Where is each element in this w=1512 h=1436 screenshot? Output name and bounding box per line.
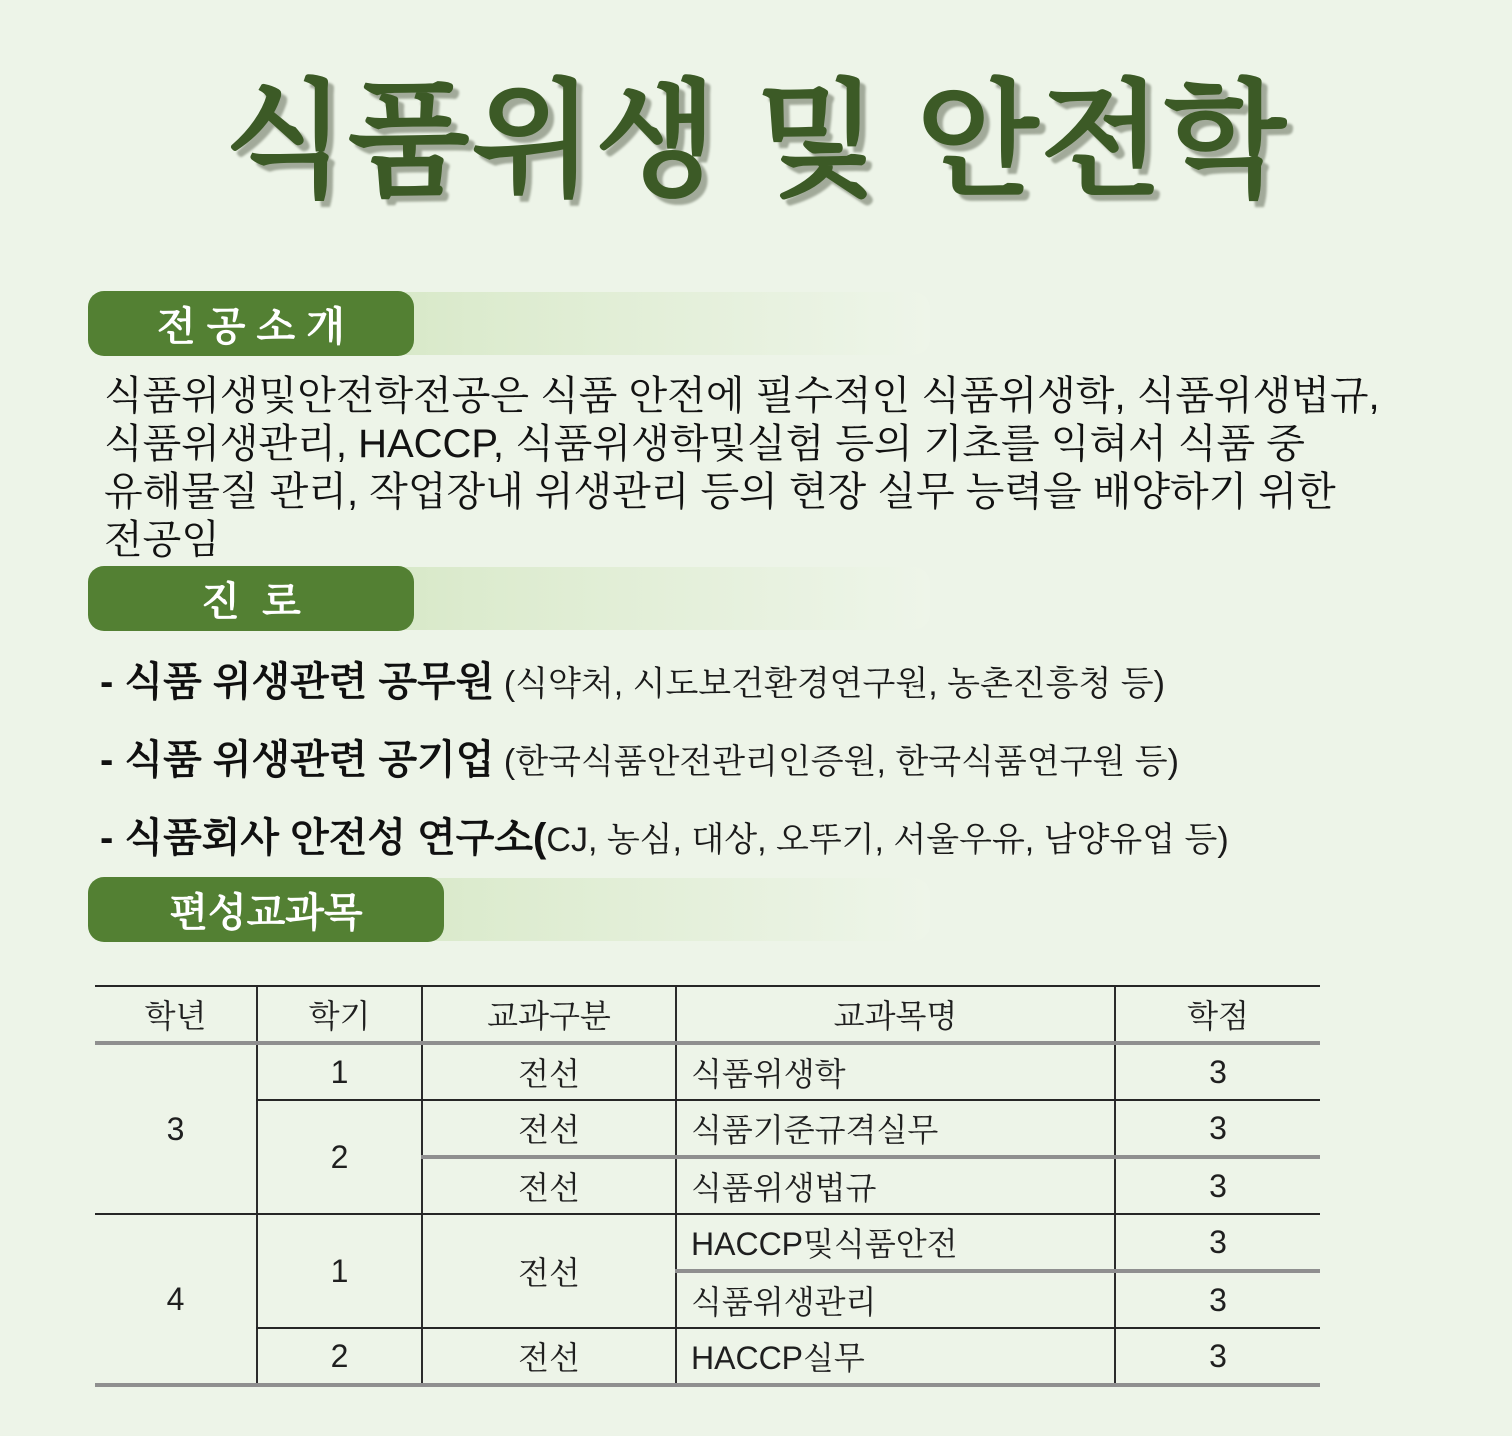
cell-credits: 3 (1115, 1271, 1320, 1328)
section-heading-career (88, 566, 988, 631)
cell-course: 식품위생법규 (676, 1157, 1115, 1214)
cell-type: 전선 (422, 1100, 676, 1157)
cell-course: 식품위생관리 (676, 1271, 1115, 1328)
intro-paragraph (104, 372, 1444, 564)
intro-line: 전공임 (104, 518, 220, 562)
table-row (95, 1214, 1320, 1271)
cell-semester: 2 (257, 1328, 422, 1385)
curriculum-table (95, 985, 1320, 1387)
column-header-semester: 학기 (257, 986, 422, 1043)
career-item-detail: CJ, 농심, 대상, 오뚜기, 서울우유, 남양유업 등) (546, 821, 1229, 859)
cell-type: 전선 (422, 1328, 676, 1385)
intro-line: 유해물질 관리, 작업장내 위생관리 등의 현장 실무 능력을 배양하기 위한 (104, 470, 1336, 514)
cell-year: 3 (95, 1043, 257, 1214)
intro-line: 식품위생관리, HACCP, 식품위생학및실험 등의 기초를 익혀서 식품 중 (104, 422, 1305, 466)
cell-credits: 3 (1115, 1214, 1320, 1271)
cell-credits: 3 (1115, 1043, 1320, 1100)
career-item-title: - 식품 위생관련 공무원 (100, 660, 495, 704)
column-header-course: 교과목명 (676, 986, 1115, 1043)
cell-year: 4 (95, 1214, 257, 1385)
cell-type: 전선 (422, 1157, 676, 1214)
cell-course: 식품기준규격실무 (676, 1100, 1115, 1157)
career-item (100, 728, 1440, 785)
cell-semester: 2 (257, 1100, 422, 1214)
cell-credits: 3 (1115, 1100, 1320, 1157)
career-item (100, 650, 1440, 707)
cell-course: HACCP및식품안전 (676, 1214, 1115, 1271)
table-row (95, 1328, 1320, 1385)
column-header-credits: 학점 (1115, 986, 1320, 1043)
cell-credits: 3 (1115, 1328, 1320, 1385)
heading-label-intro: 전 공 소 개 (88, 291, 414, 356)
table-header-row (95, 986, 1320, 1043)
heading-label-career: 진 로 (88, 566, 414, 631)
career-item-title: - 식품 위생관련 공기업 (100, 738, 495, 782)
cell-semester: 1 (257, 1043, 422, 1100)
heading-label-curriculum: 편성교과목 (88, 877, 444, 942)
career-item-detail: (한국식품안전관리인증원, 한국식품연구원 등) (494, 743, 1179, 781)
section-heading-intro (88, 291, 988, 356)
cell-type: 전선 (422, 1214, 676, 1328)
column-header-year: 학년 (95, 986, 257, 1043)
career-item-detail: (식약처, 시도보건환경연구원, 농촌진흥청 등) (494, 665, 1165, 703)
career-list (100, 650, 1440, 884)
cell-course: HACCP실무 (676, 1328, 1115, 1385)
career-item (100, 806, 1440, 863)
section-heading-curriculum (88, 877, 988, 942)
cell-semester: 1 (257, 1214, 422, 1328)
cell-credits: 3 (1115, 1157, 1320, 1214)
career-item-title: - 식품회사 안전성 연구소( (100, 816, 547, 860)
table-row (95, 1100, 1320, 1157)
page-title: 식품위생 및 안전학 (224, 70, 1288, 211)
column-header-type: 교과구분 (422, 986, 676, 1043)
cell-type: 전선 (422, 1043, 676, 1100)
table-row (95, 1043, 1320, 1100)
cell-course: 식품위생학 (676, 1043, 1115, 1100)
intro-line: 식품위생및안전학전공은 식품 안전에 필수적인 식품위생학, 식품위생법규, (104, 374, 1380, 418)
